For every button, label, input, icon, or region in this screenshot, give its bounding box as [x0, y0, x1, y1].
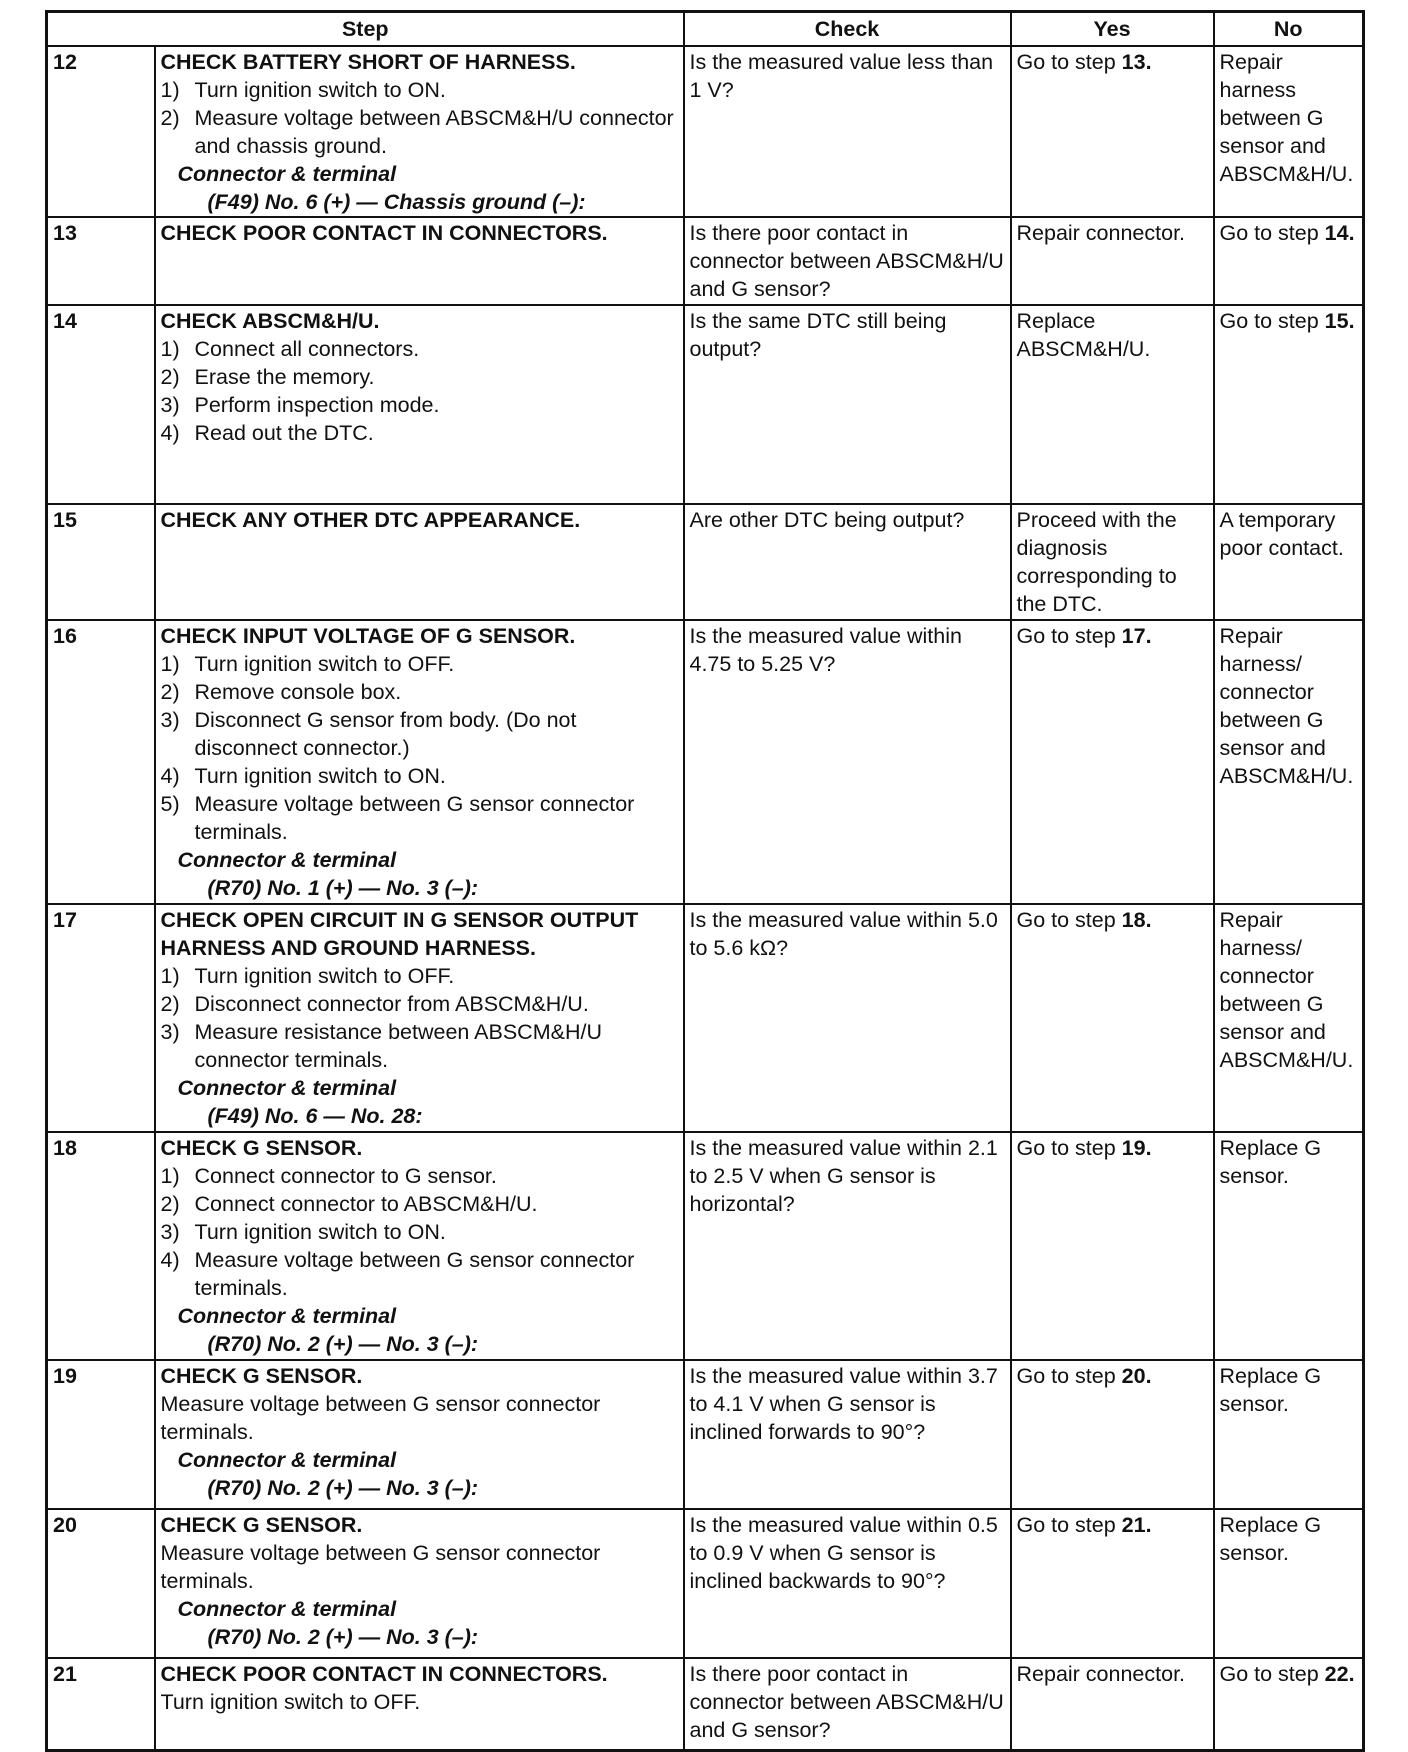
- step-substep: [161, 990, 678, 1018]
- no-cell: [1214, 904, 1364, 1132]
- step-title: CHECK BATTERY SHORT OF HARNESS.: [160, 50, 576, 74]
- substep-number: 3): [160, 1020, 180, 1044]
- no-step-ref: 22.: [1324, 1662, 1355, 1686]
- substep-text: Remove console box.: [194, 680, 402, 704]
- no-cell: [1214, 1509, 1364, 1658]
- substep-text: Read out the DTC.: [194, 421, 374, 445]
- connector-terminal-label: Connector & terminal: [177, 1076, 397, 1100]
- yes-cell: [1011, 305, 1214, 504]
- yes-cell: [1011, 620, 1214, 904]
- no-text: Repair harness/ connector between G sensor and ABSCM&H/U.: [1219, 908, 1354, 1072]
- yes-cell: [1011, 504, 1214, 620]
- yes-step-ref: 21.: [1121, 1513, 1152, 1537]
- step-title: CHECK ANY OTHER DTC APPEARANCE.: [160, 508, 581, 532]
- yes-text: Go to step: [1016, 1136, 1122, 1160]
- substep-number: 2): [160, 1192, 180, 1216]
- substep-text: Turn ignition switch to ON.: [194, 78, 446, 102]
- connector-terminal-value: (R70) No. 2 (+) — No. 3 (–):: [207, 1476, 479, 1500]
- no-text: Go to step: [1219, 221, 1325, 245]
- no-text: Replace G sensor.: [1219, 1136, 1322, 1188]
- step-title: CHECK G SENSOR.: [160, 1364, 363, 1388]
- substep-text: Turn ignition switch to ON.: [194, 1220, 446, 1244]
- yes-step-ref: 17.: [1121, 624, 1152, 648]
- step-number: 21: [47, 1658, 155, 1750]
- connector-terminal-value: (R70) No. 1 (+) — No. 3 (–):: [207, 876, 479, 900]
- step-body: Turn ignition switch to OFF.: [160, 1690, 421, 1714]
- yes-cell: [1011, 46, 1214, 217]
- step-cell: [155, 217, 684, 305]
- yes-cell: [1011, 1658, 1214, 1750]
- substep-text: Disconnect G sensor from body. (Do not disconnect connector.): [194, 708, 577, 760]
- step-number: 17: [47, 904, 155, 1132]
- step-cell: [155, 1360, 684, 1509]
- table-row: [47, 504, 1364, 620]
- table-row: [47, 904, 1364, 1132]
- step-substep: [161, 962, 678, 990]
- yes-text: Replace ABSCM&H/U.: [1016, 309, 1151, 361]
- connector-terminal-value: (R70) No. 2 (+) — No. 3 (–):: [207, 1625, 479, 1649]
- no-cell: [1214, 504, 1364, 620]
- step-substep: [161, 1162, 678, 1190]
- yes-step-ref: 20.: [1121, 1364, 1152, 1388]
- substep-text: Disconnect connector from ABSCM&H/U.: [194, 992, 589, 1016]
- yes-step-ref: 13.: [1121, 50, 1152, 74]
- substep-number: 4): [160, 764, 180, 788]
- no-text: Repair harness/ connector between G sensor and ABSCM&H/U.: [1219, 624, 1354, 788]
- no-text: Replace G sensor.: [1219, 1513, 1322, 1565]
- step-cell: [155, 904, 684, 1132]
- no-cell: [1214, 46, 1364, 217]
- step-cell: [155, 1132, 684, 1360]
- step-title: CHECK POOR CONTACT IN CONNECTORS.: [160, 1662, 608, 1686]
- no-text: Repair harness between G sensor and ABSCM&H/U.: [1219, 50, 1354, 186]
- substep-text: Turn ignition switch to OFF.: [194, 652, 455, 676]
- step-substep: [161, 1190, 678, 1218]
- header-yes: Yes: [1011, 12, 1214, 47]
- connector-terminal-value: (R70) No. 2 (+) — No. 3 (–):: [207, 1332, 479, 1356]
- connector-terminal-label: Connector & terminal: [177, 1304, 397, 1328]
- step-cell: [155, 1658, 684, 1750]
- connector-terminal-label: Connector & terminal: [177, 162, 397, 186]
- step-substep: [161, 706, 678, 762]
- step-title: CHECK OPEN CIRCUIT IN G SENSOR OUTPUT HARNESS AND GROUND HARNESS.: [160, 908, 639, 960]
- yes-text: Go to step: [1016, 1513, 1122, 1537]
- connector-terminal-value: (F49) No. 6 — No. 28:: [207, 1104, 423, 1128]
- substep-number: 1): [160, 78, 180, 102]
- substep-number: 3): [160, 393, 180, 417]
- step-title: CHECK G SENSOR.: [160, 1136, 363, 1160]
- substep-text: Turn ignition switch to ON.: [194, 764, 446, 788]
- header-step: Step: [47, 12, 684, 47]
- no-cell: [1214, 620, 1364, 904]
- substep-number: 1): [160, 964, 180, 988]
- check-cell: Is there poor contact in connector between ABSCM&H/U and G sensor?: [684, 1658, 1011, 1750]
- substep-text: Turn ignition switch to OFF.: [194, 964, 455, 988]
- check-cell: Is the measured value within 4.75 to 5.25 V?: [684, 620, 1011, 904]
- step-number: 12: [47, 46, 155, 217]
- step-number: 15: [47, 504, 155, 620]
- diagnostic-table: [45, 10, 1365, 1752]
- header-row: [47, 12, 1364, 47]
- substep-number: 3): [160, 1220, 180, 1244]
- step-number: 20: [47, 1509, 155, 1658]
- check-cell: Is there poor contact in connector between ABSCM&H/U and G sensor?: [684, 217, 1011, 305]
- step-substep: [161, 1018, 678, 1074]
- step-title: CHECK INPUT VOLTAGE OF G SENSOR.: [160, 624, 576, 648]
- yes-text: Repair connector.: [1016, 221, 1186, 245]
- no-text: Go to step: [1219, 309, 1325, 333]
- substep-number: 2): [160, 992, 180, 1016]
- substep-number: 4): [160, 421, 180, 445]
- check-cell: Is the same DTC still being output?: [684, 305, 1011, 504]
- step-substep: [161, 762, 678, 790]
- no-text: A temporary poor contact.: [1219, 508, 1344, 560]
- substep-text: Erase the memory.: [194, 365, 375, 389]
- step-title: CHECK G SENSOR.: [160, 1513, 363, 1537]
- check-cell: Is the measured value within 0.5 to 0.9 V when G sensor is inclined backwards to 90°?: [684, 1509, 1011, 1658]
- step-substep: [161, 650, 678, 678]
- no-cell: [1214, 217, 1364, 305]
- step-title: CHECK ABSCM&H/U.: [160, 309, 380, 333]
- yes-cell: [1011, 217, 1214, 305]
- step-cell: [155, 46, 684, 217]
- connector-terminal-value: (F49) No. 6 (+) — Chassis ground (–):: [207, 190, 586, 214]
- yes-step-ref: 18.: [1121, 908, 1152, 932]
- check-cell: Is the measured value within 5.0 to 5.6 kΩ?: [684, 904, 1011, 1132]
- yes-cell: [1011, 1360, 1214, 1509]
- table-row: [47, 305, 1364, 504]
- step-number: 19: [47, 1360, 155, 1509]
- header-check: Check: [684, 12, 1011, 47]
- yes-step-ref: 19.: [1121, 1136, 1152, 1160]
- step-substep: [161, 1218, 678, 1246]
- step-substep: [161, 391, 678, 419]
- no-text: Replace G sensor.: [1219, 1364, 1322, 1416]
- yes-text: Go to step: [1016, 50, 1122, 74]
- step-title: CHECK POOR CONTACT IN CONNECTORS.: [160, 221, 608, 245]
- yes-text: Go to step: [1016, 908, 1122, 932]
- check-cell: Are other DTC being output?: [684, 504, 1011, 620]
- substep-text: Measure voltage between ABSCM&H/U connector and chassis ground.: [194, 106, 674, 158]
- header-no: No: [1214, 12, 1364, 47]
- step-substep: [161, 419, 678, 447]
- step-substep: [161, 363, 678, 391]
- yes-text: Go to step: [1016, 1364, 1122, 1388]
- step-substep: [161, 76, 678, 104]
- substep-number: 2): [160, 365, 180, 389]
- step-cell: [155, 305, 684, 504]
- substep-number: 4): [160, 1248, 180, 1272]
- step-substep: [161, 104, 678, 160]
- step-number: 16: [47, 620, 155, 904]
- table-row: [47, 46, 1364, 217]
- table-row: [47, 217, 1364, 305]
- substep-text: Perform inspection mode.: [194, 393, 440, 417]
- yes-cell: [1011, 904, 1214, 1132]
- step-cell: [155, 620, 684, 904]
- step-number: 18: [47, 1132, 155, 1360]
- yes-text: Repair connector.: [1016, 1662, 1186, 1686]
- substep-text: Connect all connectors.: [194, 337, 420, 361]
- check-cell: Is the measured value within 3.7 to 4.1 V when G sensor is inclined forwards to 90°?: [684, 1360, 1011, 1509]
- yes-text: Go to step: [1016, 624, 1122, 648]
- step-cell: [155, 1509, 684, 1658]
- connector-terminal-label: Connector & terminal: [177, 1448, 397, 1472]
- substep-number: 5): [160, 792, 180, 816]
- step-substep: [161, 335, 678, 363]
- substep-text: Measure resistance between ABSCM&H/U connector terminals.: [194, 1020, 602, 1072]
- check-cell: Is the measured value within 2.1 to 2.5 V when G sensor is horizontal?: [684, 1132, 1011, 1360]
- table-row: [47, 1509, 1364, 1658]
- no-cell: [1214, 305, 1364, 504]
- step-body: Measure voltage between G sensor connector terminals.: [160, 1541, 601, 1593]
- substep-number: 1): [160, 337, 180, 361]
- table-row: [47, 1132, 1364, 1360]
- connector-terminal-label: Connector & terminal: [177, 848, 397, 872]
- substep-number: 3): [160, 708, 180, 732]
- yes-cell: [1011, 1509, 1214, 1658]
- no-step-ref: 14.: [1324, 221, 1355, 245]
- step-number: 13: [47, 217, 155, 305]
- step-substep: [161, 1246, 678, 1302]
- substep-number: 1): [160, 652, 180, 676]
- step-substep: [161, 678, 678, 706]
- no-text: Go to step: [1219, 1662, 1325, 1686]
- table-row: [47, 1360, 1364, 1509]
- connector-terminal-label: Connector & terminal: [177, 1597, 397, 1621]
- no-step-ref: 15.: [1324, 309, 1355, 333]
- no-cell: [1214, 1360, 1364, 1509]
- substep-number: 1): [160, 1164, 180, 1188]
- table-row: [47, 1658, 1364, 1750]
- substep-text: Connect connector to G sensor.: [194, 1164, 497, 1188]
- no-cell: [1214, 1658, 1364, 1750]
- step-cell: [155, 504, 684, 620]
- substep-text: Measure voltage between G sensor connector terminals.: [194, 792, 635, 844]
- yes-text: Proceed with the diagnosis corresponding to the DTC.: [1016, 508, 1177, 616]
- no-cell: [1214, 1132, 1364, 1360]
- step-substep: [161, 790, 678, 846]
- step-body: Measure voltage between G sensor connector terminals.: [160, 1392, 601, 1444]
- check-cell: Is the measured value less than 1 V?: [684, 46, 1011, 217]
- substep-text: Measure voltage between G sensor connector terminals.: [194, 1248, 635, 1300]
- substep-number: 2): [160, 680, 180, 704]
- table-row: [47, 620, 1364, 904]
- yes-cell: [1011, 1132, 1214, 1360]
- substep-number: 2): [160, 106, 180, 130]
- step-number: 14: [47, 305, 155, 504]
- substep-text: Connect connector to ABSCM&H/U.: [194, 1192, 538, 1216]
